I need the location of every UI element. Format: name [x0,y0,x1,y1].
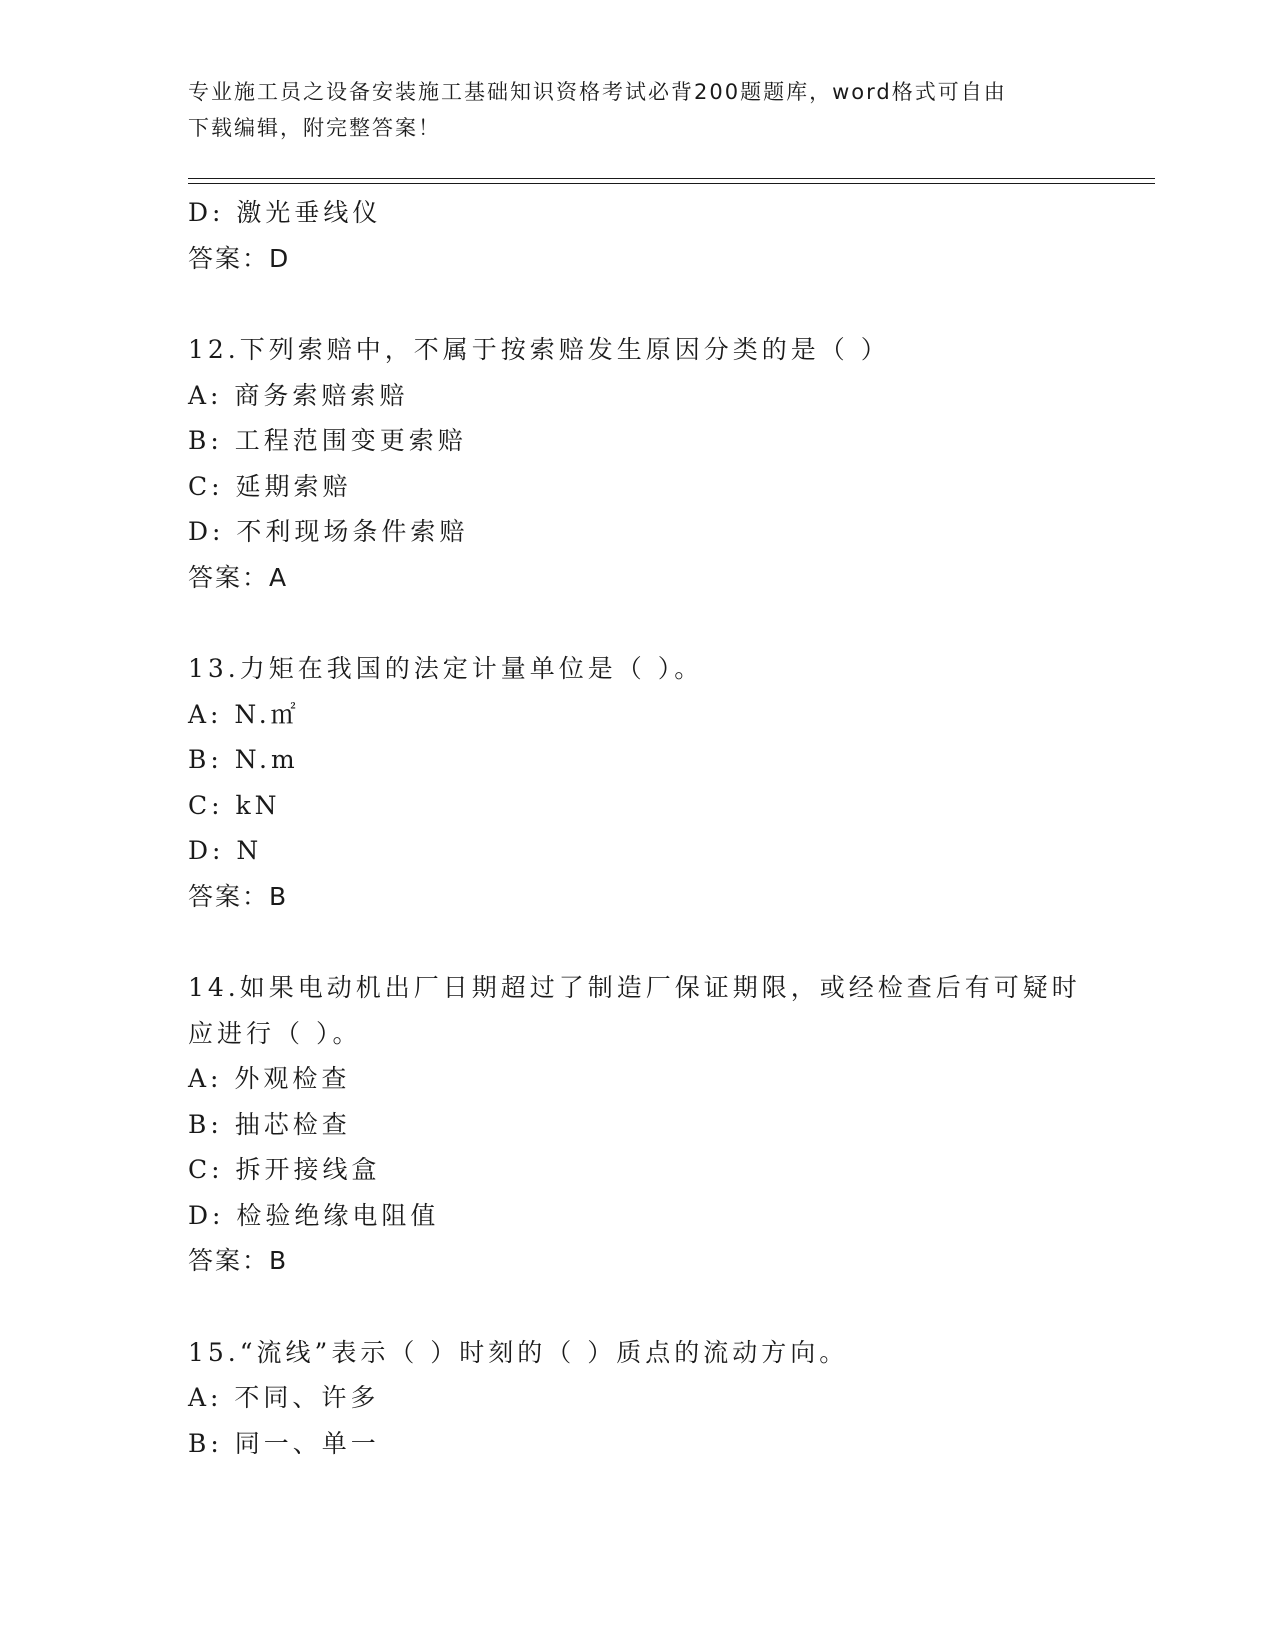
header-line-1: 专业施工员之设备安装施工基础知识资格考试必背200题题库，word格式可自由 [188,80,1007,104]
option-a: A: 商务索赔索赔 [188,380,409,410]
question-gap [188,919,1088,965]
answer: 答案：B [188,1246,289,1275]
question-stem: 13.力矩在我国的法定计量单位是（ ）。 [188,654,704,683]
option-a: A: N.㎡ [188,699,300,729]
header-divider-top [188,178,1155,179]
question-content [188,190,1088,1466]
question-gap [188,1284,1088,1330]
previous-question-tail [188,190,1088,281]
option-b: B: 抽芯检查 [188,1109,351,1139]
question-stem-line-2: 应进行（ ）。 [188,1018,362,1048]
option-c: C: kN [188,790,281,820]
question-13 [188,646,1088,919]
option-d: D: 激光垂线仪 [188,198,382,227]
question-14 [188,965,1088,1284]
option-b: B: 同一、单一 [188,1428,380,1458]
header-divider-bottom [188,183,1155,184]
option-c: C: 拆开接线盒 [188,1155,381,1184]
question-stem: 12.下列索赔中，不属于按索赔发生原因分类的是（ ） [188,335,890,364]
answer: 答案：B [188,881,289,911]
answer: 答案：D [188,243,291,273]
option-c: C: 延期索赔 [188,471,352,501]
header-line-2: 下载编辑，附完整答案！ [188,116,441,140]
option-a: A: 不同、许多 [188,1383,380,1412]
question-stem-line-1: 14.如果电动机出厂日期超过了制造厂保证期限，或经检查后有可疑时 [188,973,1081,1002]
question-gap [188,281,1088,327]
question-12 [188,327,1088,600]
option-d: D: N [188,836,263,865]
option-b: B: N.m [188,745,299,774]
document-header [188,74,1068,146]
question-gap [188,600,1088,646]
option-a: A: 外观检查 [188,1064,351,1093]
question-stem: 15.“流线”表示（ ）时刻的（ ）质点的流动方向。 [188,1337,849,1367]
question-15 [188,1330,1088,1467]
option-d: D: 不利现场条件索赔 [188,517,469,546]
answer: 答案：A [188,562,289,592]
option-d: D: 检验绝缘电阻值 [188,1200,440,1230]
option-b: B: 工程范围变更索赔 [188,426,467,455]
